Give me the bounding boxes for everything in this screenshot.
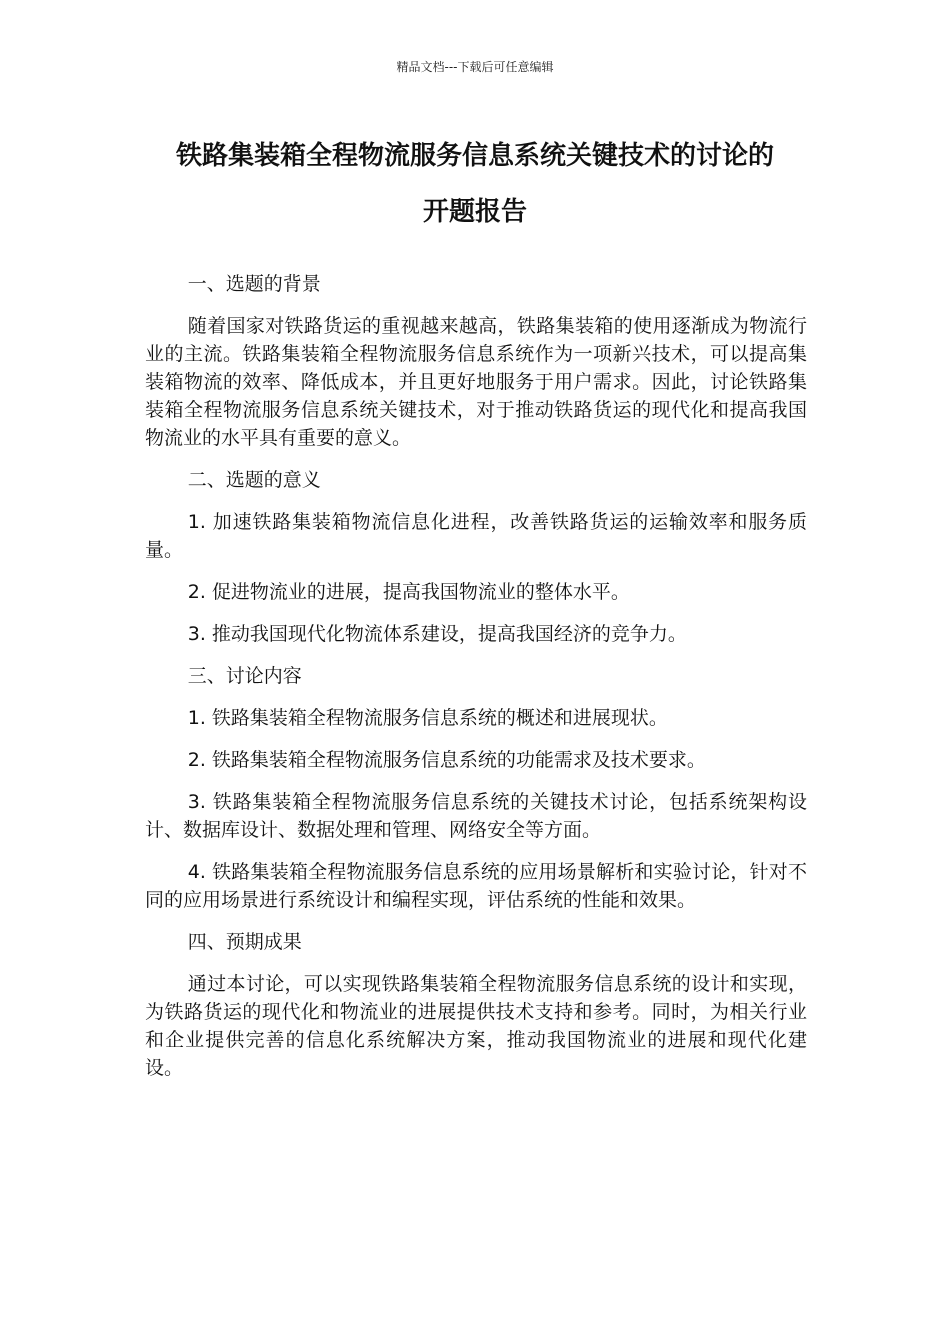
list-item: 1. 铁路集装箱全程物流服务信息系统的概述和进展现状。 bbox=[187, 707, 668, 729]
title-line-1: 铁路集装箱全程物流服务信息系统关键技术的讨论的 bbox=[175, 141, 774, 171]
paragraph-outcomes: 通过本讨论，可以实现铁路集装箱全程物流服务信息系统的设计和实现，为铁路货运的现代化和物流业的进展提供技术支持和参考。同时，为相关行业和企业提供完善的信息化系统解决方案，推动我国物流业的进展和现代化建设。 bbox=[145, 973, 807, 1079]
section-heading-content: 三、讨论内容 bbox=[187, 665, 302, 687]
title-line-2: 开题报告 bbox=[422, 197, 527, 227]
list-item: 3. 铁路集装箱全程物流服务信息系统的关键技术讨论，包括系统架构设计、数据库设计、数据处理和管理、网络安全等方面。 bbox=[145, 791, 807, 841]
list-item: 3. 推动我国现代化物流体系建设，提高我国经济的竞争力。 bbox=[187, 623, 687, 645]
list-item: 2. 促进物流业的进展，提高我国物流业的整体水平。 bbox=[187, 581, 630, 603]
list-item: 1. 加速铁路集装箱物流信息化进程，改善铁路货运的运输效率和服务质量。 bbox=[145, 511, 807, 561]
document-body bbox=[145, 270, 807, 1096]
list-item: 2. 铁路集装箱全程物流服务信息系统的功能需求及技术要求。 bbox=[187, 749, 706, 771]
header-note: 精品文档---下载后可任意编辑 bbox=[396, 60, 554, 74]
section-heading-significance: 二、选题的意义 bbox=[187, 469, 321, 491]
section-heading-outcomes: 四、预期成果 bbox=[187, 931, 302, 953]
list-item: 4. 铁路集装箱全程物流服务信息系统的应用场景解析和实验讨论，针对不同的应用场景进行系统设计和编程实现，评估系统的性能和效果。 bbox=[145, 861, 807, 911]
document-title bbox=[140, 128, 810, 240]
section-heading-background: 一、选题的背景 bbox=[187, 273, 321, 295]
paragraph-background: 随着国家对铁路货运的重视越来越高，铁路集装箱的使用逐渐成为物流行业的主流。铁路集装箱全程物流服务信息系统作为一项新兴技术，可以提高集装箱物流的效率、降低成本，并且更好地服务于用户需求。因此，讨论铁路集装箱全程物流服务信息系统关键技术，对于推动铁路货运的现代化和提高我国物流业的水平具有重要的意义。 bbox=[145, 315, 807, 449]
